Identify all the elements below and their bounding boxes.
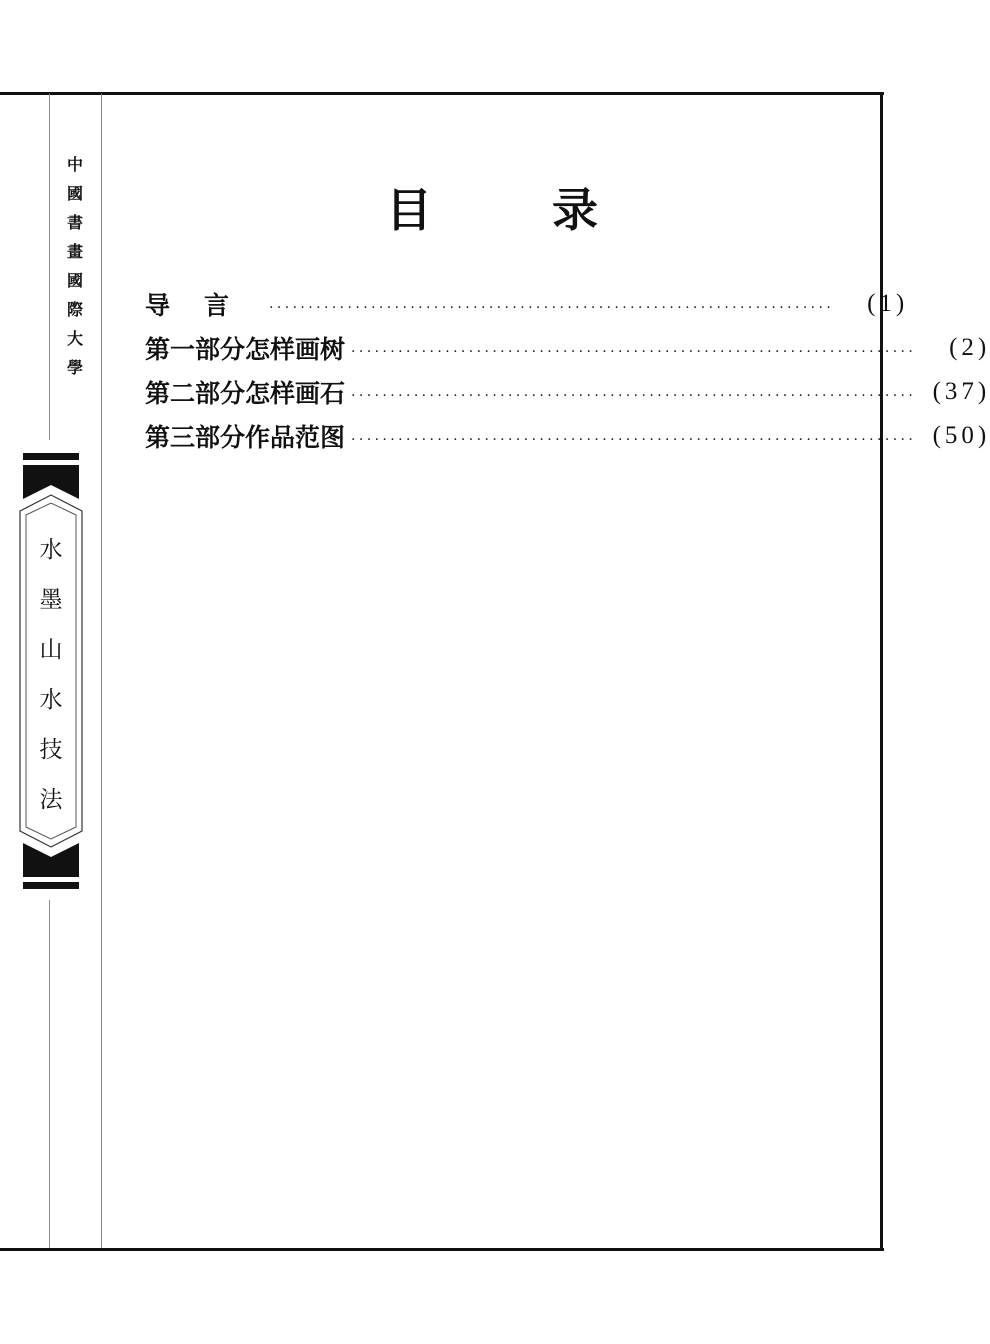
book-title-char: 水 xyxy=(39,537,63,563)
toc-entry-page: (37) xyxy=(932,378,990,405)
toc-leader-dots: ········································································ xyxy=(351,432,917,448)
plaque-bottom-bar xyxy=(23,882,79,889)
book-title-char: 水 xyxy=(39,687,63,713)
toc-leader-dots: ········································································ xyxy=(269,300,835,316)
book-title xyxy=(18,530,84,830)
series-title-char: 國 xyxy=(66,271,83,290)
toc-entry[interactable] xyxy=(145,414,990,458)
toc-entry-page: (1) xyxy=(867,290,909,317)
toc-entry-name: 怎样画树 xyxy=(245,335,346,364)
spine-rule-right xyxy=(101,94,102,1248)
series-title-char: 國 xyxy=(66,184,83,203)
toc-leader-dots: ········································································ xyxy=(351,388,917,404)
toc-entry-name: 怎样画石 xyxy=(245,379,346,408)
toc-entry[interactable] xyxy=(145,326,990,370)
toc-entry-page: (2) xyxy=(949,334,990,361)
toc-heading xyxy=(380,180,620,240)
plaque-top-chevron xyxy=(23,465,79,499)
book-title-char: 技 xyxy=(39,737,63,763)
book-title-char: 墨 xyxy=(39,587,63,613)
toc-list xyxy=(145,282,990,458)
series-title-char: 書 xyxy=(66,213,83,232)
book-title-char: 法 xyxy=(39,787,63,813)
series-title xyxy=(57,150,93,382)
toc-entry-page: (50) xyxy=(932,422,990,449)
series-title-char: 中 xyxy=(66,155,83,174)
toc-entry-part: 导言 xyxy=(145,291,264,320)
series-title-char: 大 xyxy=(66,329,83,348)
toc-leader-dots: ········································································ xyxy=(351,344,917,360)
toc-entry-name: 作品范图 xyxy=(245,423,346,452)
toc-heading-char: 目 xyxy=(386,183,432,237)
frame-right-border xyxy=(880,92,883,1251)
plaque-top-bar xyxy=(23,453,79,460)
book-title-char: 山 xyxy=(39,637,63,663)
toc-entry-part: 第二部分 xyxy=(145,379,246,408)
plaque-bottom-chevron xyxy=(23,843,79,877)
toc-entry[interactable] xyxy=(145,370,990,414)
series-title-char: 學 xyxy=(66,358,83,377)
toc-entry-part: 第三部分 xyxy=(145,423,246,452)
series-title-char: 際 xyxy=(66,300,83,319)
series-title-char: 畫 xyxy=(66,242,83,261)
toc-entry[interactable] xyxy=(145,282,909,326)
toc-heading-char: 录 xyxy=(552,183,598,237)
frame-bottom-border xyxy=(0,1248,884,1251)
frame-top-border xyxy=(0,92,884,95)
toc-entry-part: 第一部分 xyxy=(145,335,246,364)
